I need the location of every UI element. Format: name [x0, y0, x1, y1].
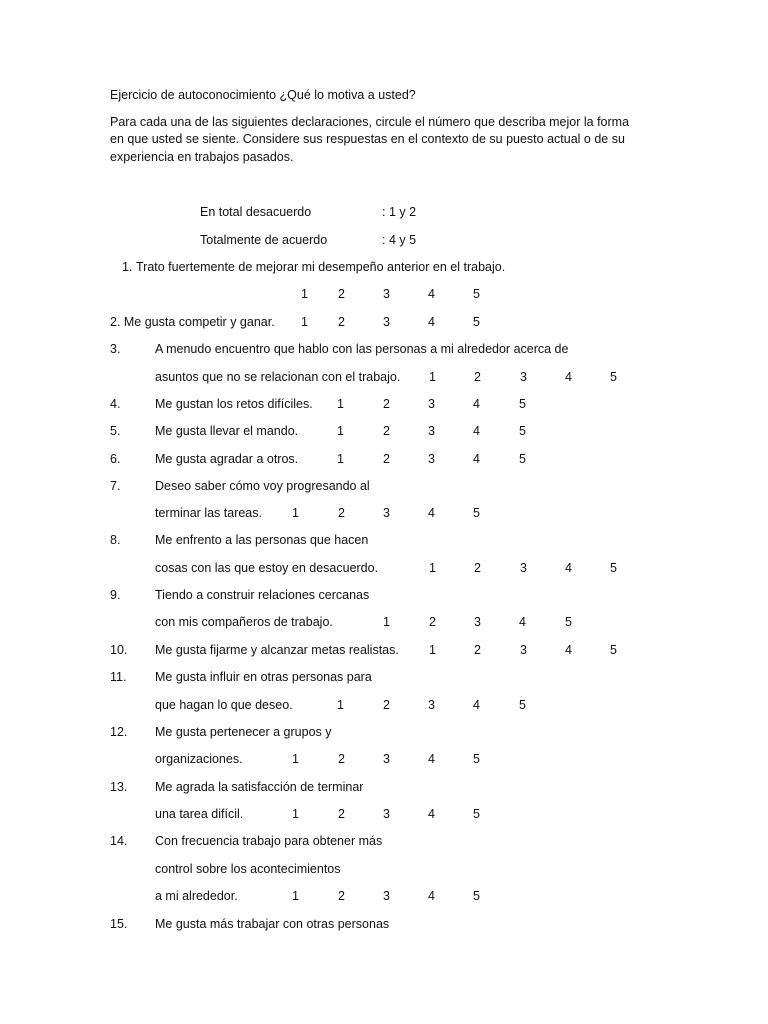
- option-4[interactable]: 4: [565, 561, 572, 575]
- option-2[interactable]: 2: [338, 506, 345, 520]
- option-4[interactable]: 4: [428, 752, 435, 766]
- item-number: 3.: [110, 342, 121, 356]
- item-number: 1.: [122, 260, 133, 274]
- option-2[interactable]: 2: [383, 424, 390, 438]
- instructions-line-2: en que usted se siente. Considere sus respuestas en el contexto de su puesto actual o de su: [110, 132, 625, 146]
- option-1[interactable]: 1: [383, 615, 390, 629]
- option-1[interactable]: 1: [337, 424, 344, 438]
- item-number: 5.: [110, 424, 121, 438]
- scale-label-disagree: En total desacuerdo: [200, 205, 312, 219]
- item-text: Me gusta pertenecer a grupos y: [155, 725, 332, 739]
- item-number: 8.: [110, 533, 121, 547]
- scale-label-agree: Totalmente de acuerdo: [200, 233, 328, 247]
- option-3[interactable]: 3: [428, 452, 435, 466]
- option-5[interactable]: 5: [473, 807, 480, 821]
- option-5[interactable]: 5: [610, 561, 617, 575]
- item-text: una tarea difícil.: [155, 807, 244, 821]
- item-number: 12.: [110, 725, 128, 739]
- option-2[interactable]: 2: [338, 889, 345, 903]
- option-5[interactable]: 5: [473, 315, 480, 329]
- option-3[interactable]: 3: [428, 424, 435, 438]
- option-1[interactable]: 1: [292, 807, 299, 821]
- option-3[interactable]: 3: [383, 315, 390, 329]
- option-2[interactable]: 2: [474, 561, 481, 575]
- option-3[interactable]: 3: [383, 287, 390, 301]
- option-1[interactable]: 1: [337, 452, 344, 466]
- item-text: a mi alrededor.: [155, 889, 238, 903]
- item-text: Me enfrento a las personas que hacen: [155, 533, 369, 547]
- option-4[interactable]: 4: [428, 889, 435, 903]
- item-text: Me gusta más trabajar con otras personas: [155, 917, 390, 931]
- option-5[interactable]: 5: [519, 452, 526, 466]
- option-4[interactable]: 4: [519, 615, 526, 629]
- option-4[interactable]: 4: [428, 287, 435, 301]
- item-number: 15.: [110, 917, 128, 931]
- item-text: Deseo saber cómo voy progresando al: [155, 479, 370, 493]
- item-number: 6.: [110, 452, 121, 466]
- option-2[interactable]: 2: [338, 287, 345, 301]
- item-number: 13.: [110, 780, 128, 794]
- option-3[interactable]: 3: [474, 615, 481, 629]
- item-text: 2. Me gusta competir y ganar.: [110, 315, 275, 329]
- option-4[interactable]: 4: [428, 506, 435, 520]
- option-1[interactable]: 1: [429, 370, 436, 384]
- option-5[interactable]: 5: [519, 424, 526, 438]
- instructions-line-1: Para cada una de las siguientes declaraciones, circule el número que describa mejor la forma: [110, 115, 630, 129]
- item-text: Me gusta llevar el mando.: [155, 424, 299, 438]
- item-text: Me gusta influir en otras personas para: [155, 670, 372, 684]
- item-text: A menudo encuentro que hablo con las personas a mi alrededor acerca de: [155, 342, 569, 356]
- option-3[interactable]: 3: [520, 370, 527, 384]
- option-3[interactable]: 3: [520, 561, 527, 575]
- option-5[interactable]: 5: [610, 643, 617, 657]
- option-2[interactable]: 2: [474, 370, 481, 384]
- option-5[interactable]: 5: [519, 698, 526, 712]
- item-text: Con frecuencia trabajo para obtener más: [155, 834, 383, 848]
- item-text: cosas con las que estoy en desacuerdo.: [155, 561, 379, 575]
- item-text: Me agrada la satisfacción de terminar: [155, 780, 364, 794]
- item-number: 10.: [110, 643, 128, 657]
- option-1[interactable]: 1: [429, 643, 436, 657]
- option-5[interactable]: 5: [473, 889, 480, 903]
- option-4[interactable]: 4: [473, 698, 480, 712]
- option-3[interactable]: 3: [383, 807, 390, 821]
- option-5[interactable]: 5: [565, 615, 572, 629]
- item-text: con mis compañeros de trabajo.: [155, 615, 333, 629]
- option-2[interactable]: 2: [338, 752, 345, 766]
- option-4[interactable]: 4: [473, 452, 480, 466]
- option-3[interactable]: 3: [428, 698, 435, 712]
- item-text: Tiendo a construir relaciones cercanas: [155, 588, 370, 602]
- option-5[interactable]: 5: [473, 506, 480, 520]
- option-4[interactable]: 4: [428, 807, 435, 821]
- instructions-line-3: experiencia en trabajos pasados.: [110, 150, 294, 164]
- item-text: Me gustan los retos difíciles.: [155, 397, 313, 411]
- item-text: organizaciones.: [155, 752, 243, 766]
- option-2[interactable]: 2: [338, 807, 345, 821]
- option-1[interactable]: 1: [292, 752, 299, 766]
- option-1[interactable]: 1: [337, 397, 344, 411]
- option-1[interactable]: 1: [292, 506, 299, 520]
- option-4[interactable]: 4: [473, 397, 480, 411]
- item-number: 7.: [110, 479, 121, 493]
- item-number: 14.: [110, 834, 128, 848]
- item-number: 11.: [110, 670, 127, 684]
- document-title: Ejercicio de autoconocimiento ¿Qué lo motiva a usted?: [110, 88, 416, 102]
- option-2[interactable]: 2: [338, 315, 345, 329]
- item-text: terminar las tareas.: [155, 506, 262, 520]
- option-5[interactable]: 5: [473, 752, 480, 766]
- option-5[interactable]: 5: [519, 397, 526, 411]
- option-2[interactable]: 2: [383, 397, 390, 411]
- scale-value-agree: : 4 y 5: [382, 233, 417, 247]
- option-3[interactable]: 3: [383, 752, 390, 766]
- option-5[interactable]: 5: [610, 370, 617, 384]
- option-4[interactable]: 4: [565, 370, 572, 384]
- option-1[interactable]: 1: [292, 889, 299, 903]
- option-1[interactable]: 1: [301, 287, 308, 301]
- item-text: asuntos que no se relacionan con el trabajo.: [155, 370, 401, 384]
- option-2[interactable]: 2: [429, 615, 436, 629]
- item-text: Me gusta agradar a otros.: [155, 452, 299, 466]
- option-1[interactable]: 1: [429, 561, 436, 575]
- item-number: 4.: [110, 397, 121, 411]
- option-3[interactable]: 3: [520, 643, 527, 657]
- option-3[interactable]: 3: [383, 889, 390, 903]
- item-text: control sobre los acontecimientos: [155, 862, 341, 876]
- option-5[interactable]: 5: [473, 287, 480, 301]
- option-4[interactable]: 4: [565, 643, 572, 657]
- option-3[interactable]: 3: [428, 397, 435, 411]
- option-3[interactable]: 3: [383, 506, 390, 520]
- item-text: que hagan lo que deseo.: [155, 698, 293, 712]
- item-text: Me gusta fijarme y alcanzar metas realistas.: [155, 643, 399, 657]
- scale-value-disagree: : 1 y 2: [382, 205, 417, 219]
- option-1[interactable]: 1: [337, 698, 344, 712]
- option-2[interactable]: 2: [383, 698, 390, 712]
- option-4[interactable]: 4: [428, 315, 435, 329]
- option-1[interactable]: 1: [301, 315, 308, 329]
- option-4[interactable]: 4: [473, 424, 480, 438]
- item-text: Trato fuertemente de mejorar mi desempeño anterior en el trabajo.: [136, 260, 506, 274]
- option-2[interactable]: 2: [383, 452, 390, 466]
- item-number: 9.: [110, 588, 121, 602]
- option-2[interactable]: 2: [474, 643, 481, 657]
